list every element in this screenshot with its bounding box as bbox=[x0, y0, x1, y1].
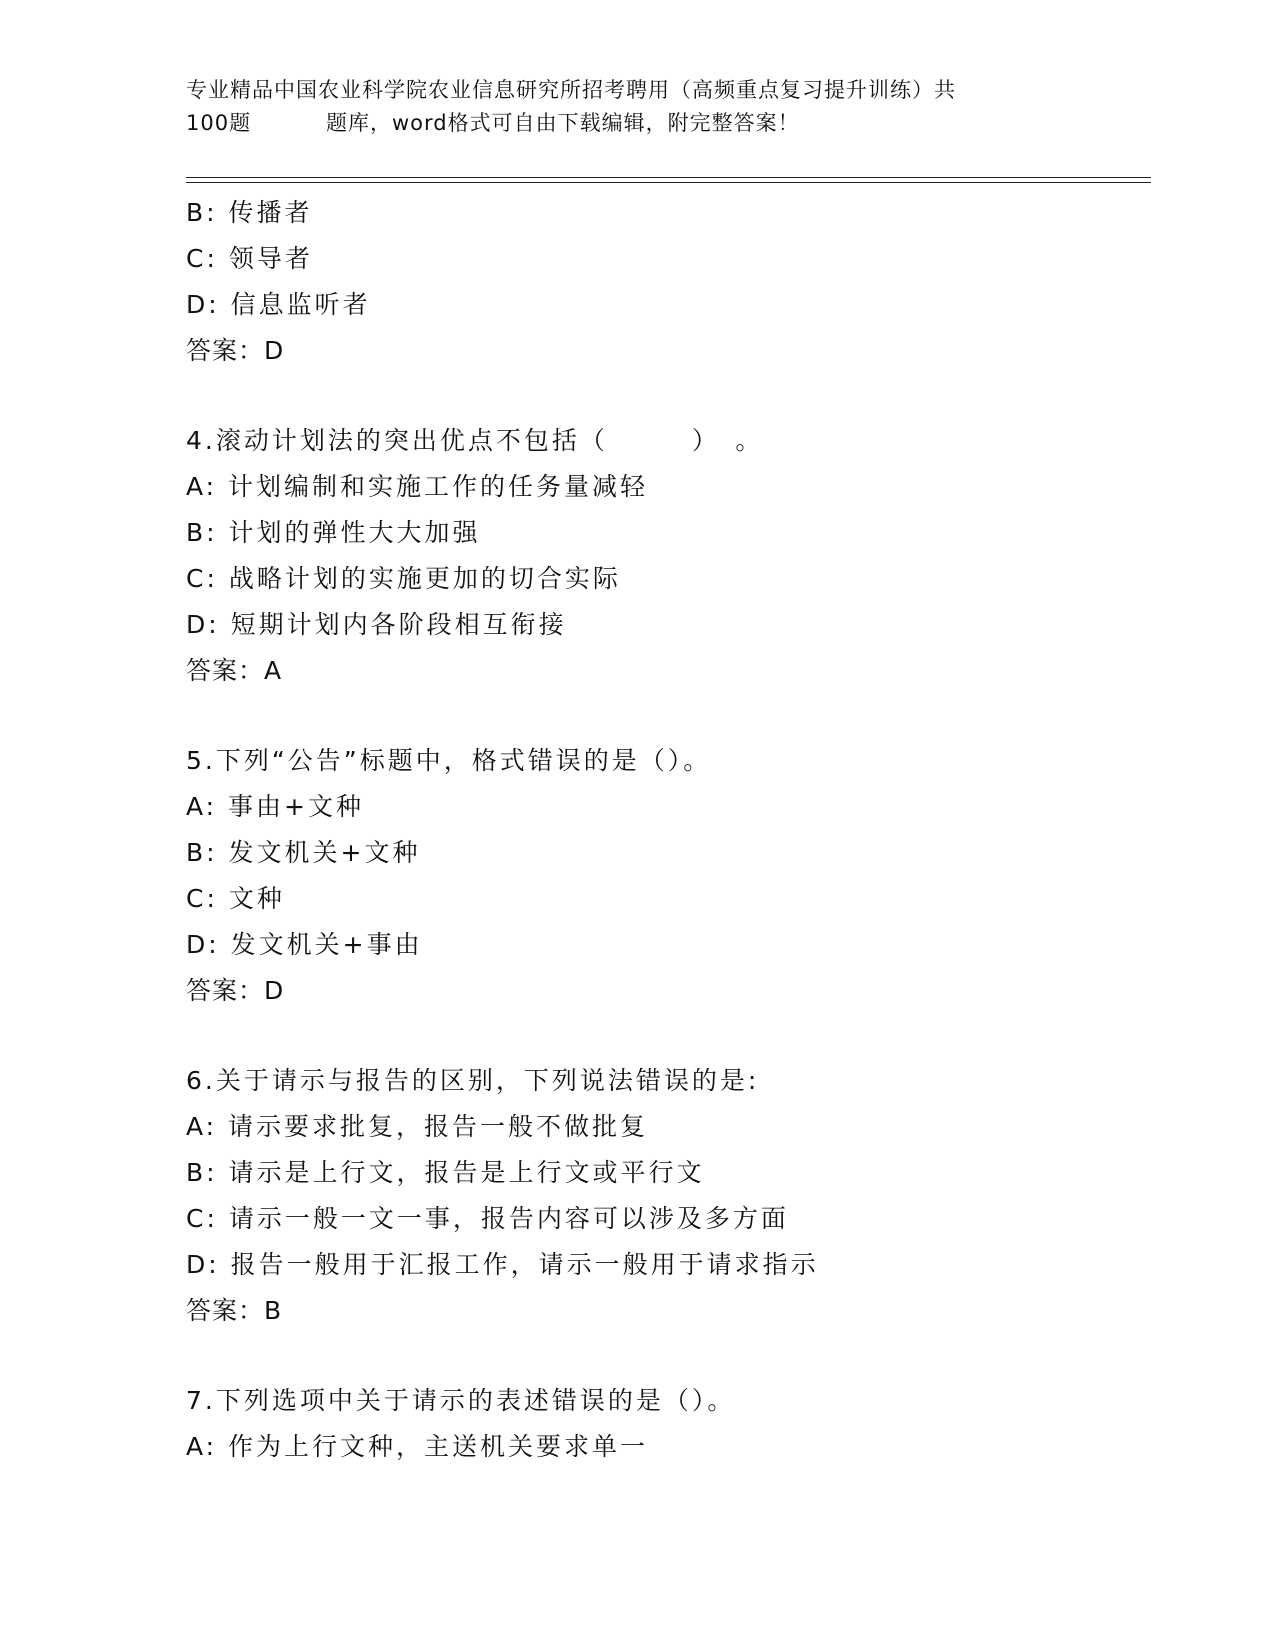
option-b: B: 发文机关+文种 bbox=[186, 838, 421, 867]
header-description: 题库，word格式可自由下载编辑，附完整答案！ bbox=[326, 111, 800, 135]
option-b: B: 计划的弹性大大加强 bbox=[186, 518, 481, 547]
header-question-count: 100题 bbox=[186, 111, 252, 135]
option-c: C: 文种 bbox=[186, 884, 285, 913]
question-7 bbox=[186, 1378, 1146, 1470]
question-6 bbox=[186, 1058, 1146, 1334]
answer: 答案：D bbox=[186, 976, 285, 1005]
option-d: D: 发文机关+事由 bbox=[186, 930, 423, 959]
question-list bbox=[186, 190, 1146, 1470]
header-divider-bottom bbox=[186, 182, 1151, 183]
question-stem: 5.下列“公告”标题中，格式错误的是（）。 bbox=[186, 746, 712, 775]
question-5 bbox=[186, 738, 1146, 1014]
question-4 bbox=[186, 418, 1146, 694]
option-d: D: 信息监听者 bbox=[186, 290, 371, 319]
option-a: A: 事由+文种 bbox=[186, 792, 364, 821]
question-stem: 7.下列选项中关于请示的表述错误的是（）。 bbox=[186, 1386, 736, 1415]
option-c: C: 战略计划的实施更加的切合实际 bbox=[186, 564, 621, 593]
option-d: D: 报告一般用于汇报工作，请示一般用于请求指示 bbox=[186, 1250, 819, 1279]
option-a: A: 作为上行文种，主送机关要求单一 bbox=[186, 1432, 649, 1461]
document-header bbox=[186, 74, 1086, 140]
option-b: B: 请示是上行文，报告是上行文或平行文 bbox=[186, 1158, 705, 1187]
option-a: A: 请示要求批复，报告一般不做批复 bbox=[186, 1112, 649, 1141]
answer: 答案：A bbox=[186, 656, 283, 685]
header-divider-top bbox=[186, 177, 1151, 178]
option-a: A: 计划编制和实施工作的任务量减轻 bbox=[186, 472, 649, 501]
option-c: C: 领导者 bbox=[186, 244, 313, 273]
option-d: D: 短期计划内各阶段相互衔接 bbox=[186, 610, 567, 639]
question-3-tail bbox=[186, 190, 1146, 374]
option-b: B: 传播者 bbox=[186, 198, 313, 227]
question-stem: 6.关于请示与报告的区别，下列说法错误的是: bbox=[186, 1066, 760, 1095]
answer: 答案：D bbox=[186, 336, 285, 365]
answer: 答案：B bbox=[186, 1296, 283, 1325]
header-line-1: 专业精品中国农业科学院农业信息研究所招考聘用（高频重点复习提升训练）共 bbox=[186, 78, 956, 102]
option-c: C: 请示一般一文一事，报告内容可以涉及多方面 bbox=[186, 1204, 789, 1233]
header-line-2 bbox=[186, 107, 1086, 140]
question-stem: 4.滚动计划法的突出优点不包括（ ） 。 bbox=[186, 426, 764, 455]
